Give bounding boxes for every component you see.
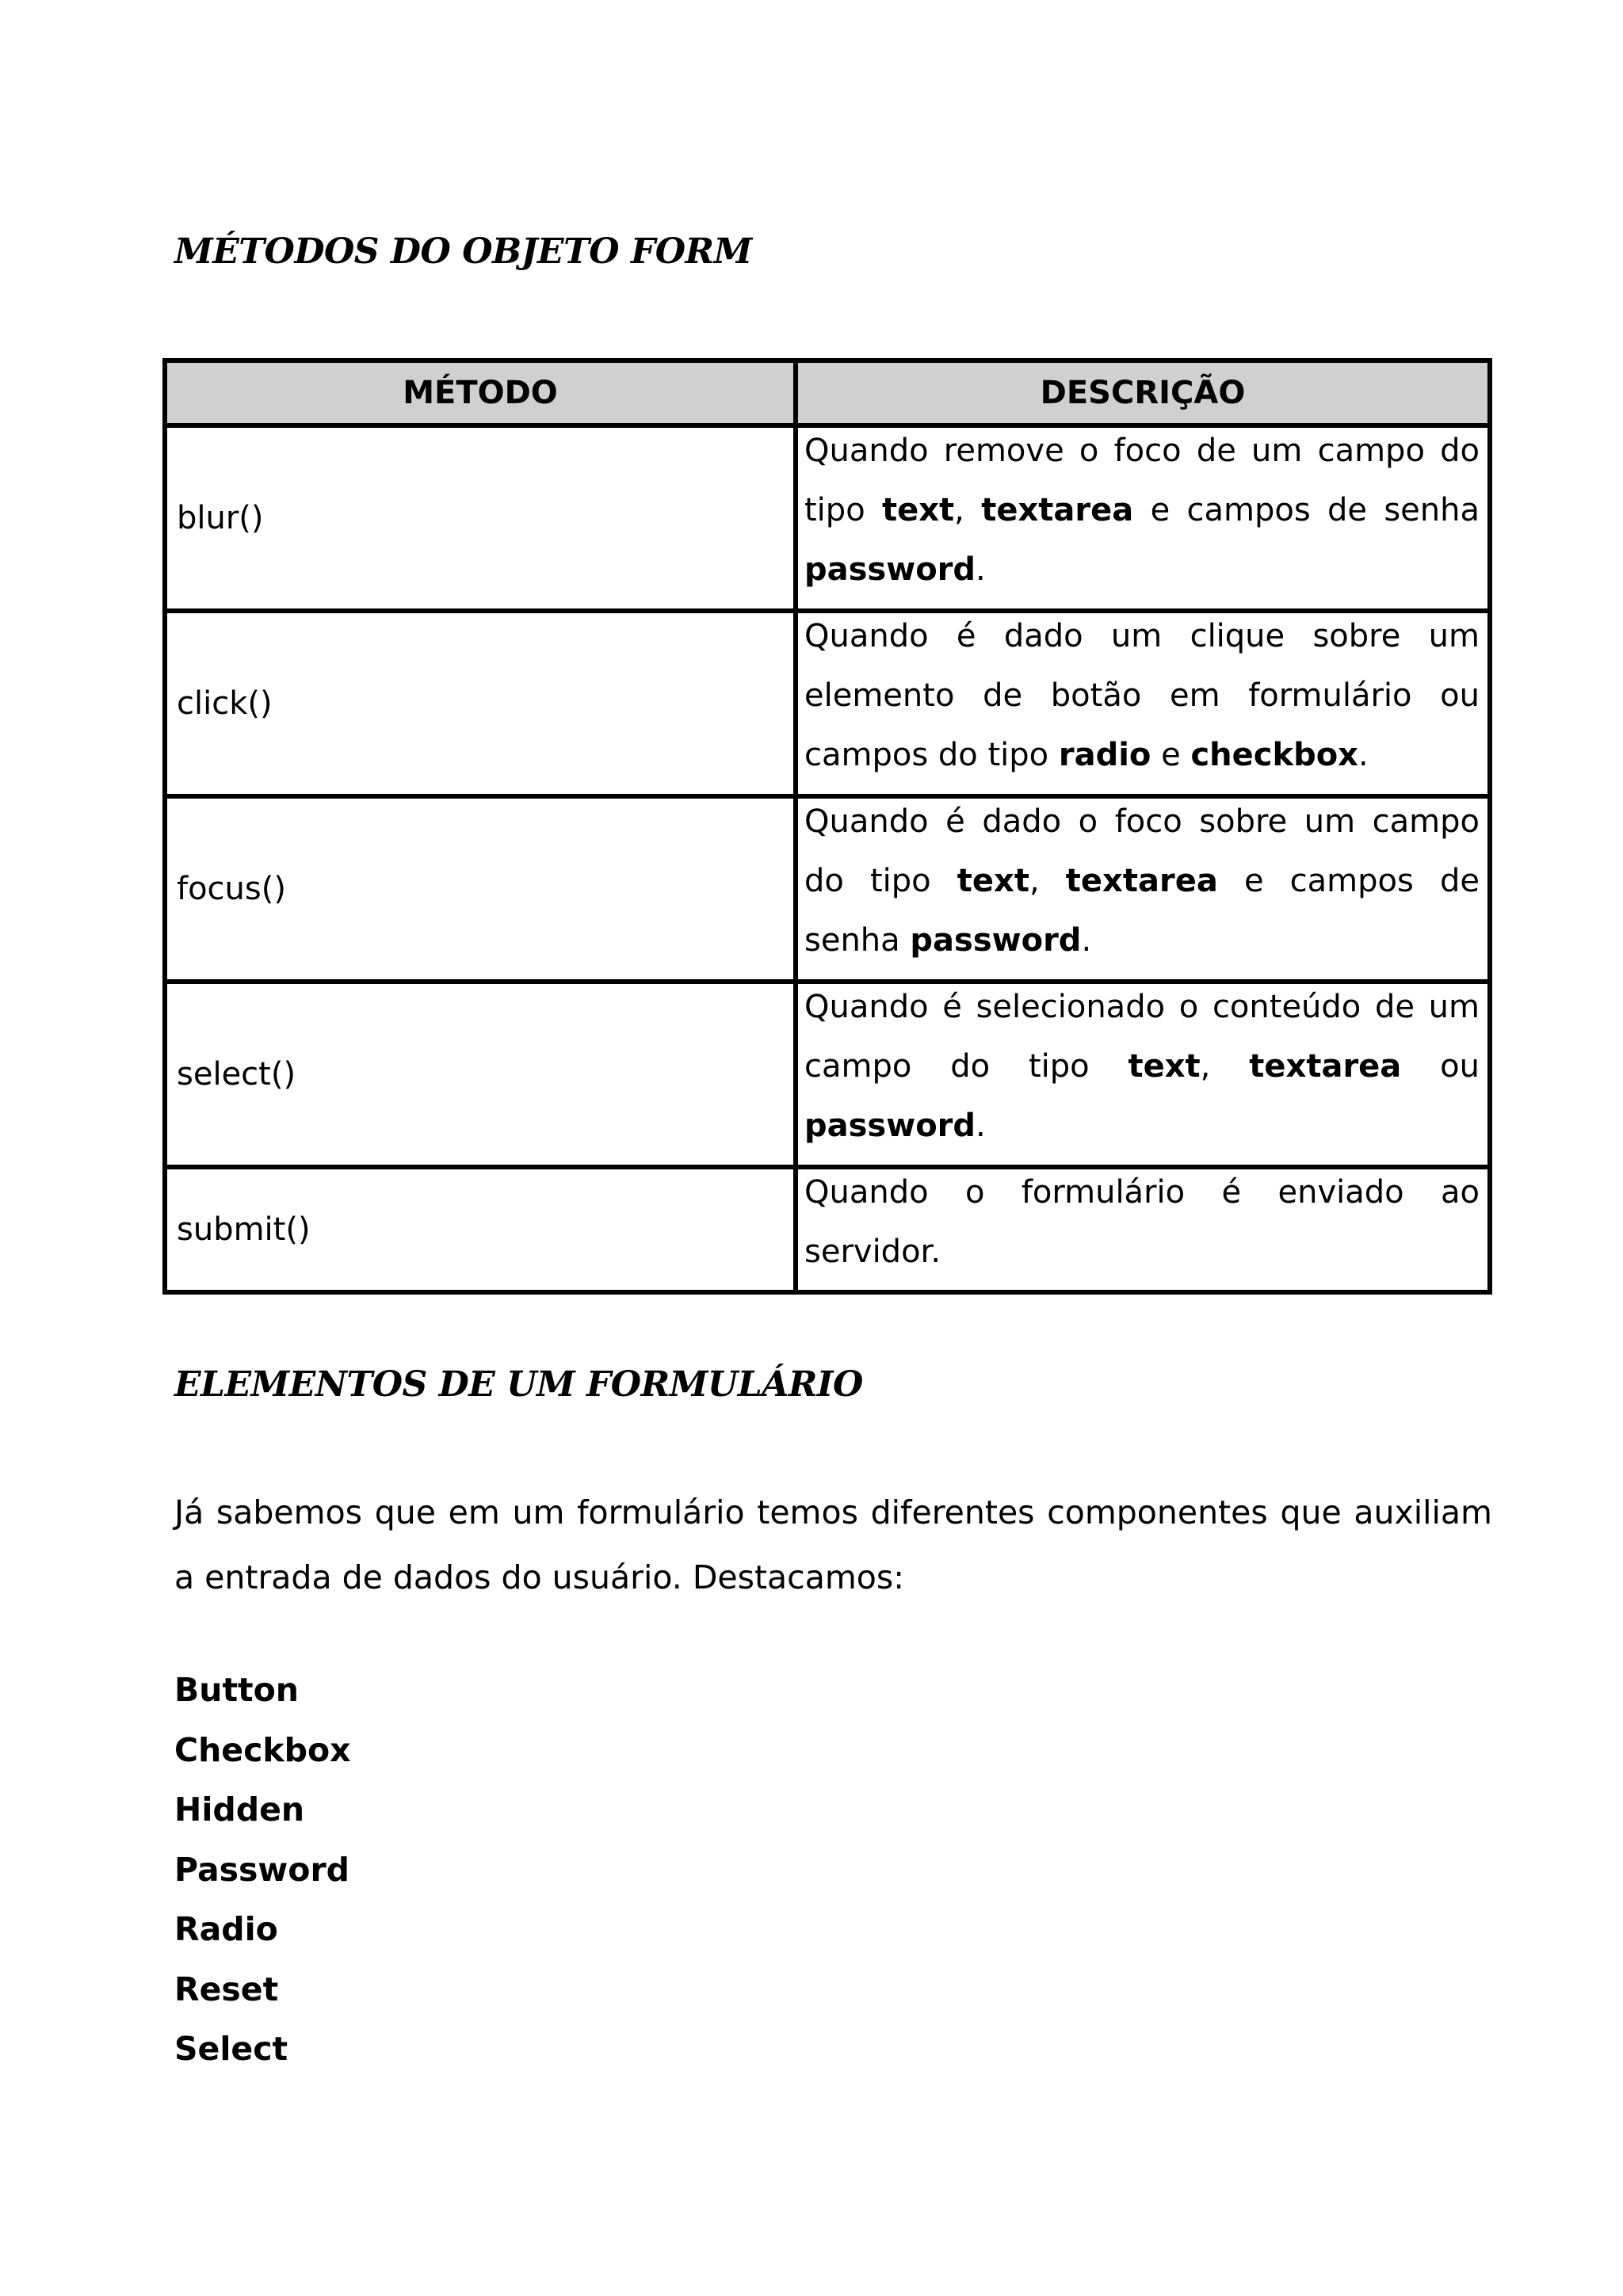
list-item: Password [174,1850,350,1889]
method-description: Quando é dado um clique sobre um elemento de botão em formulário ou campos do tipo radio e checkbox. [796,611,1490,796]
list-item: Select [174,2030,288,2068]
bold-term: textarea [1249,1048,1402,1085]
bold-term: text [882,492,955,528]
bold-term: password [804,551,976,588]
table-row [165,425,1490,611]
method-name: select() [165,982,796,1167]
table-row [165,982,1490,1167]
method-name: blur() [165,425,796,611]
method-description: Quando remove o foco de um campo do tipo text, textarea e campos de senha password. [796,425,1490,611]
bold-term: radio [1058,737,1151,773]
bold-term: textarea [981,492,1134,528]
header-method: MÉTODO [165,360,796,425]
table-header-row [165,360,1490,425]
method-description: Quando é dado o foco sobre um campo do tipo text, textarea e campos de senha password. [796,796,1490,982]
method-description: Quando é selecionado o conteúdo de um campo do tipo text, textarea ou password. [796,982,1490,1167]
bold-term: checkbox [1190,737,1358,773]
section-title-elements: ELEMENTOS DE UM FORMULÁRIO [174,1364,863,1405]
method-name: submit() [165,1167,796,1292]
table-row [165,796,1490,982]
table-row [165,611,1490,796]
section-title-methods: MÉTODOS DO OBJETO FORM [174,231,752,272]
methods-table [162,358,1492,1295]
header-description: DESCRIÇÃO [796,360,1490,425]
method-name: click() [165,611,796,796]
bold-term: text [957,863,1029,899]
bold-term: textarea [1065,863,1218,899]
list-item: Reset [174,1970,279,2008]
method-description: Quando o formulário é enviado ao servidor. [796,1167,1490,1292]
bold-term: password [804,1108,976,1144]
list-item: Button [174,1671,299,1709]
form-elements-list [174,1661,351,2080]
method-name: focus() [165,796,796,982]
list-item: Hidden [174,1791,305,1829]
list-item: Checkbox [174,1730,351,1769]
bold-term: text [1128,1048,1201,1085]
bold-term: password [910,922,1082,959]
intro-paragraph: Já sabemos que em um formulário temos diferentes componentes que auxiliam a entrada de dados do usuário. Destacamos: [174,1493,1492,1596]
list-item: Radio [174,1910,278,1948]
table-row [165,1167,1490,1292]
